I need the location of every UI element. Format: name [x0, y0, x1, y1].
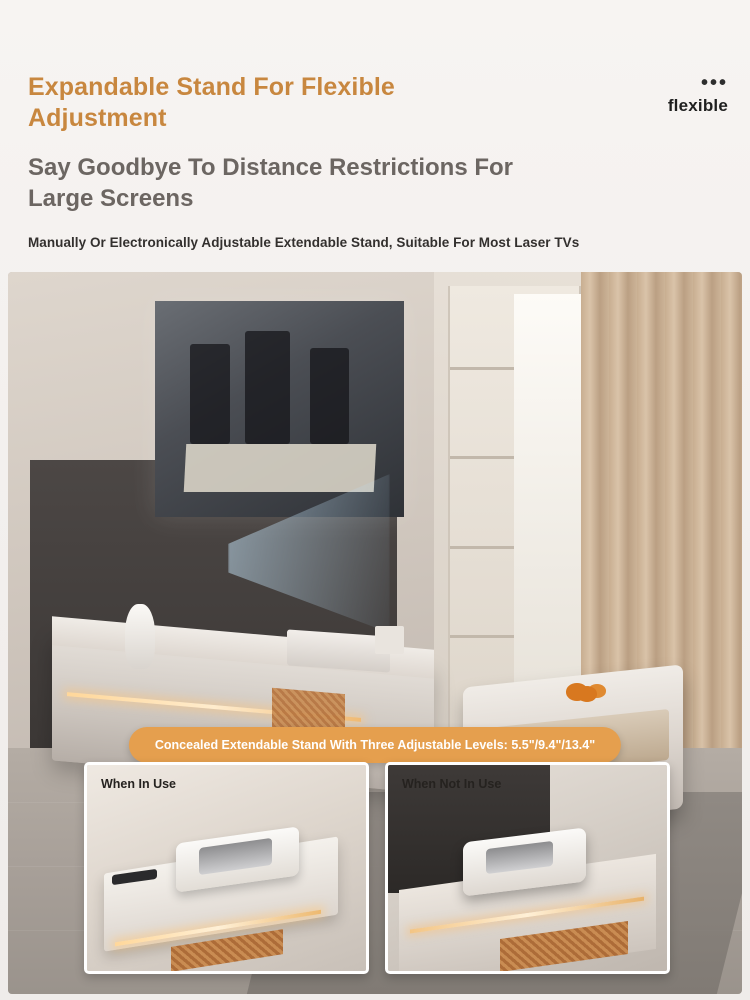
astronaut-figurine	[125, 604, 154, 669]
subshot-in-use	[84, 762, 369, 974]
brand-dots-icon: •••	[700, 72, 728, 94]
header	[0, 0, 750, 250]
subshot-label: When Not In Use	[402, 776, 502, 791]
hero-living-room-photo	[8, 272, 742, 994]
caption-pill: Concealed Extendable Stand With Three Adjustable Levels: 5.5"/9.4"/13.4"	[129, 727, 621, 763]
decor-books	[375, 626, 404, 655]
page-subtitle: Say Goodbye To Distance Restrictions For Large Screens	[28, 153, 513, 213]
subshot-not-in-use	[385, 762, 670, 974]
page-description: Manually Or Electronically Adjustable Extendable Stand, Suitable For Most Laser TVs	[28, 234, 580, 250]
window-glow	[514, 294, 580, 713]
subshot-row	[84, 762, 670, 974]
brand-name: flexible	[667, 96, 728, 115]
brand-block	[608, 72, 728, 116]
subshot-label: When In Use	[101, 776, 177, 791]
fruit-bowl	[566, 683, 588, 700]
page-title: Expandable Stand For Flexible Adjustment	[28, 73, 395, 133]
